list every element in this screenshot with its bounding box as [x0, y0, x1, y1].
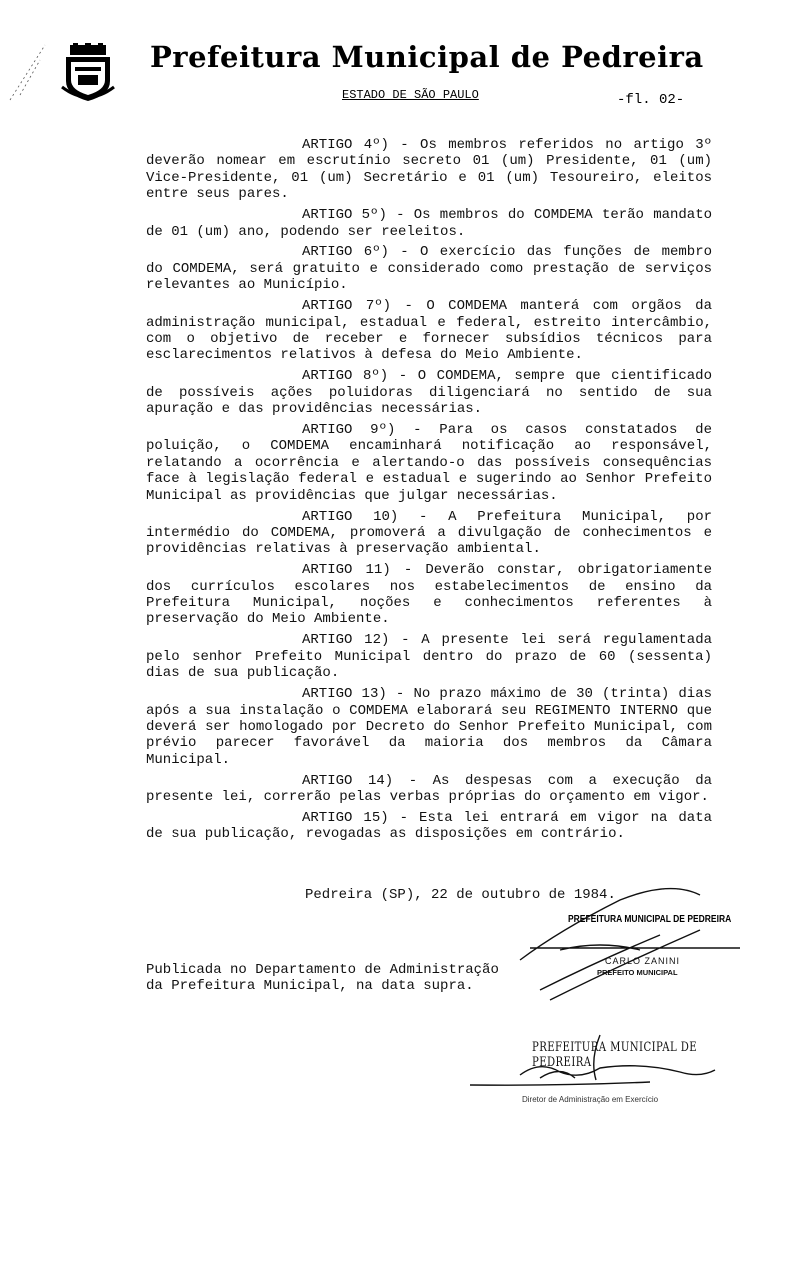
- page-title: Prefeitura Municipal de Pedreira: [150, 40, 704, 74]
- publication-line: da Prefeitura Municipal, na data supra.: [146, 978, 474, 995]
- article-10: ARTIGO 10) - A Prefeitura Municipal, por intermédio do COMDEMA, promoverá a divulgação de conhecimentos e providências relativas à preservação ambiental.: [146, 508, 712, 558]
- article-11: ARTIGO 11) - Deverão constar, obrigatoriamente dos currículos escolares nos estabelecimentos de ensino da Prefeitura Municipal, noções e conhecimentos referentes à preservação do Meio Ambiente.: [146, 562, 712, 628]
- director-title: Diretor de Administração em Exercício: [522, 1095, 659, 1104]
- municipal-crest-icon: [60, 43, 116, 103]
- article-13: ARTIGO 13) - No prazo máximo de 30 (trinta) dias após a sua instalação o COMDEMA elaborará seu REGIMENTO INTERNO que deverá ser homologado por Decreto do Senhor Prefeito Municipal, com prévio parecer favorável da maioria dos membros da Câmara Municipal.: [146, 686, 712, 768]
- mayor-stamp-header: PREFEITURA MUNICIPAL DE PEDREIRA: [568, 914, 732, 925]
- article-7: ARTIGO 7º) - O COMDEMA manterá com orgãos da administração municipal, estadual e federal, estreito intercâmbio, com o objetivo de receber e fornecer subsídios técnicos para esclarecimentos relativos à defesa do Meio Ambiente.: [146, 298, 712, 364]
- article-8: ARTIGO 8º) - O COMDEMA, sempre que cientificado de possíveis ações poluidoras diligenciará no sentido de sua apuração e das providências necessárias.: [146, 368, 712, 418]
- article-9: ARTIGO 9º) - Para os casos constatados de poluição, o COMDEMA encaminhará notificação ao responsável, relatando a ocorrência e alertando-o das possíveis consequências face à legislação federal e estadual e sugerindo ao Senhor Prefeito Municipal as providências que julgar necessárias.: [146, 422, 712, 504]
- law-articles: [146, 137, 712, 847]
- director-stamp-header: PREFEITURA MUNICIPAL DE PEDREIRA: [532, 1040, 698, 1070]
- folio-number: -fl. 02-: [617, 92, 685, 108]
- article-4: ARTIGO 4º) - Os membros referidos no artigo 3º deverão nomear em escrutínio secreto 01 (um) Presidente, 01 (um) Vice-Presidente, 01 (um) Secretário e 01 (um) Tesoureiro, eleitos entre seus pares.: [146, 137, 712, 203]
- publication-note: [146, 962, 566, 995]
- date-line: Pedreira (SP), 22 de outubro de 1984.: [305, 887, 616, 903]
- margin-mark: [10, 45, 45, 100]
- article-5: ARTIGO 5º) - Os membros do COMDEMA terão mandato de 01 (um) ano, podendo ser reeleitos.: [146, 207, 712, 240]
- publication-line: Publicada no Departamento de Administração: [146, 962, 499, 978]
- article-14: ARTIGO 14) - As despesas com a execução da presente lei, correrão pelas verbas próprias do orçamento em vigor.: [146, 772, 712, 806]
- article-12: ARTIGO 12) - A presente lei será regulamentada pelo senhor Prefeito Municipal dentro do prazo de 60 (sessenta) dias de sua publicação.: [146, 632, 712, 682]
- mayor-title: PREFEITO MUNICIPAL: [597, 968, 678, 977]
- article-6: ARTIGO 6º) - O exercício das funções de membro do COMDEMA, será gratuito e considerado como prestação de serviços relevantes ao Município.: [146, 244, 712, 294]
- article-15: ARTIGO 15) - Esta lei entrará em vigor na data de sua publicação, revogadas as disposições em contrário.: [146, 809, 712, 843]
- state-subtitle: ESTADO DE SÃO PAULO: [342, 88, 479, 102]
- mayor-name: CARLO ZANINI: [605, 956, 681, 966]
